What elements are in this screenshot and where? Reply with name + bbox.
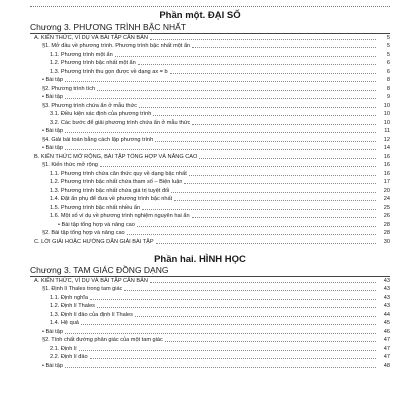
toc-entry[interactable] bbox=[30, 220, 390, 229]
toc-entry[interactable] bbox=[30, 101, 390, 110]
toc-entry[interactable] bbox=[30, 59, 390, 68]
toc-entry-page: 6 bbox=[386, 68, 390, 75]
dot-leader bbox=[192, 217, 376, 218]
dot-leader bbox=[115, 56, 376, 57]
toc-entry-title: • Bài tập bbox=[42, 328, 63, 335]
dot-leader bbox=[97, 307, 376, 308]
dot-leader bbox=[100, 166, 376, 167]
dot-leader bbox=[156, 243, 376, 244]
toc-entry[interactable] bbox=[30, 127, 390, 136]
toc-entry-title: 1.2. Phương trình bậc nhất một ẩn bbox=[50, 60, 136, 66]
toc-entry-title: 3.1. Điều kiện xác định của phương trình bbox=[50, 111, 152, 117]
toc-entry-title: 1.6. Một số ví dụ về phương trình nghiệm nguyên hai ẩn bbox=[50, 213, 190, 219]
toc-entry-page: 17 bbox=[383, 179, 390, 185]
dot-leader bbox=[170, 73, 376, 74]
toc-entry[interactable] bbox=[30, 336, 390, 345]
toc-entry-page: 24 bbox=[383, 196, 390, 202]
dot-leader bbox=[199, 158, 376, 159]
toc-entry-page: 5 bbox=[386, 51, 390, 58]
toc-entry-title: 1.4. Hệ quả bbox=[50, 320, 79, 326]
toc-entry[interactable] bbox=[30, 237, 390, 246]
dot-leader bbox=[90, 299, 376, 300]
dot-leader bbox=[137, 226, 376, 227]
toc-entry-page: 28 bbox=[383, 230, 390, 236]
toc-entry-page: 11 bbox=[384, 128, 390, 134]
dot-leader bbox=[192, 124, 376, 125]
toc-entry-page: 10 bbox=[383, 102, 390, 109]
dot-leader bbox=[65, 81, 376, 82]
toc-entry-title: A. KIẾN THỨC, VÍ DỤ VÀ BÀI TẬP CĂN BẢN bbox=[34, 34, 148, 41]
toc-entry-page: 6 bbox=[386, 60, 390, 66]
toc-entry-title: 2.1. Định lí bbox=[50, 345, 77, 352]
dot-leader bbox=[65, 98, 376, 99]
toc-entry-title: • Bài tập bbox=[42, 362, 63, 369]
toc-entry-title: §2. Bài tập tổng hợp và nâng cao bbox=[42, 230, 125, 236]
geometry-entries-list bbox=[30, 276, 390, 370]
toc-entry-title: §2. Phương trình tích bbox=[42, 85, 96, 92]
dot-leader bbox=[184, 183, 376, 184]
toc-entry[interactable] bbox=[30, 361, 390, 370]
dot-leader bbox=[138, 64, 376, 65]
dot-leader bbox=[65, 132, 376, 133]
toc-entry[interactable] bbox=[30, 319, 390, 328]
dot-leader bbox=[171, 192, 376, 193]
chapter-3-algebra-heading: Chương 3. PHƯƠNG TRÌNH BẬC NHẤT bbox=[30, 22, 390, 34]
toc-entry-page: 48 bbox=[383, 362, 390, 369]
dot-leader bbox=[155, 141, 376, 142]
toc-entry-title: §1. Kiến thức mở rộng bbox=[42, 162, 98, 168]
dot-leader bbox=[165, 341, 376, 342]
dot-leader bbox=[174, 200, 376, 201]
toc-entry-title: §3. Phương trình chứa ẩn ở mẫu thức bbox=[42, 102, 138, 109]
toc-entry-title: 3.2. Các bước để giải phương trình chứa ẩn ở mẫu thức bbox=[50, 119, 191, 126]
toc-entry[interactable] bbox=[30, 195, 390, 204]
toc-entry-title: §4. Giải bài toán bằng cách lập phương trình bbox=[42, 136, 154, 143]
dot-leader bbox=[192, 47, 376, 48]
toc-entry-page: 28 bbox=[383, 221, 390, 228]
toc-entry[interactable] bbox=[30, 118, 390, 127]
dot-leader bbox=[81, 324, 376, 325]
toc-entry-page: 8 bbox=[386, 77, 390, 83]
toc-entry-title: 1.3. Phương trình thu gọn được về dạng ax = b bbox=[50, 68, 168, 75]
toc-entry-title: §1. Định lí Thales trong tam giác bbox=[42, 286, 123, 292]
toc-entry[interactable] bbox=[30, 178, 390, 187]
toc-entry-title: • Bài tập tổng hợp và nâng cao bbox=[58, 221, 135, 228]
toc-entry-title: §2. Tính chất đường phân giác của một tam giác bbox=[42, 337, 163, 343]
toc-entry-page: 9 bbox=[386, 94, 390, 100]
dot-leader bbox=[127, 234, 376, 235]
toc-entry[interactable] bbox=[30, 144, 390, 153]
dot-leader bbox=[153, 115, 376, 116]
toc-entry-page: 46 bbox=[383, 328, 390, 335]
toc-entry-page: 43 bbox=[383, 277, 390, 284]
dot-leader bbox=[90, 358, 376, 359]
dot-leader bbox=[65, 333, 376, 334]
toc-entry[interactable] bbox=[30, 293, 390, 302]
toc-entry-title: §1. Mở đầu về phương trình. Phương trình bậc nhất một ẩn bbox=[42, 43, 191, 49]
toc-entry-title: B. KIẾN THỨC MỞ RỘNG, BÀI TẬP TỔNG HỢP VÀ NÂNG CAO bbox=[34, 153, 198, 160]
chapter-3-geometry-heading: Chương 3. TAM GIÁC ĐỒNG DẠNG bbox=[30, 265, 390, 277]
toc-entry-page: 5 bbox=[386, 34, 390, 41]
toc-entry[interactable] bbox=[30, 50, 390, 59]
dot-leader bbox=[124, 290, 376, 291]
toc-entry-title: 1.2. Phương trình bậc nhất chứa tham số – Biện luận bbox=[50, 179, 183, 185]
toc-entry-page: 16 bbox=[383, 162, 390, 168]
dot-leader bbox=[150, 39, 376, 40]
algebra-entries-list bbox=[30, 33, 390, 246]
toc-entry[interactable] bbox=[30, 152, 390, 161]
toc-entry[interactable] bbox=[30, 353, 390, 362]
toc-entry[interactable] bbox=[30, 161, 390, 170]
dot-leader bbox=[65, 367, 376, 368]
toc-entry-page: 20 bbox=[383, 187, 390, 194]
dot-leader bbox=[65, 149, 376, 150]
toc-entry[interactable] bbox=[30, 93, 390, 102]
toc-entry-title: 1.4. Đặt ẩn phụ để đưa về phương trình bậc nhất bbox=[50, 196, 173, 202]
toc-entry-title: 1.5. Phương trình bậc nhất nhiều ẩn bbox=[50, 204, 141, 211]
toc-entry-title: 1.1. Phương trình chứa căn thức quy về dạng bậc nhất bbox=[50, 170, 187, 177]
toc-entry-title: 1.1. Định nghĩa bbox=[50, 294, 88, 301]
toc-entry-title: 1.1. Phương trình một ẩn bbox=[50, 51, 113, 58]
toc-entry[interactable] bbox=[30, 276, 390, 285]
toc-entry-title: C. LỜI GIẢI HOẶC HƯỚNG DẪN GIẢI BÀI TẬP bbox=[34, 238, 154, 245]
toc-entry-page: 25 bbox=[383, 204, 390, 211]
toc-entry-page: 14 bbox=[383, 145, 390, 151]
toc-entry-page: 43 bbox=[383, 294, 390, 301]
dot-leader bbox=[97, 90, 376, 91]
toc-entry-page: 47 bbox=[383, 337, 390, 343]
toc-entry-title: 1.3. Phương trình bậc nhất chứa giá trị tuyệt đối bbox=[50, 187, 170, 194]
toc-entry[interactable] bbox=[30, 169, 390, 178]
toc-entry[interactable] bbox=[30, 135, 390, 144]
toc-entry[interactable] bbox=[30, 302, 390, 311]
dot-leader bbox=[139, 107, 376, 108]
toc-entry-page: 8 bbox=[386, 85, 390, 92]
toc-entry-page: 12 bbox=[383, 136, 390, 143]
toc-entry-title: • Bài tập bbox=[42, 77, 63, 83]
toc-entry[interactable] bbox=[30, 344, 390, 353]
toc-entry[interactable] bbox=[30, 327, 390, 336]
dot-leader bbox=[79, 350, 376, 351]
toc-entry-title: A. KIẾN THỨC, VÍ DỤ VÀ BÀI TẬP CĂN BẢN bbox=[34, 277, 148, 284]
toc-entry-page: 47 bbox=[383, 354, 390, 360]
toc-entry-page: 16 bbox=[383, 170, 390, 177]
toc-entry[interactable] bbox=[30, 186, 390, 195]
toc-entry[interactable] bbox=[30, 212, 390, 221]
toc-entry-title: 1.2. Định lí Thales bbox=[50, 303, 95, 309]
part-two-title: Phần hai. HÌNH HỌC bbox=[154, 254, 246, 265]
toc-entry-page: 30 bbox=[383, 238, 390, 245]
toc-entry[interactable] bbox=[30, 84, 390, 93]
dot-leader bbox=[150, 282, 376, 283]
dot-leader bbox=[189, 175, 376, 176]
toc-entry-page: 43 bbox=[383, 286, 390, 292]
toc-entry-page: 16 bbox=[383, 153, 390, 160]
toc-entry[interactable] bbox=[30, 203, 390, 212]
toc-entry[interactable] bbox=[30, 285, 390, 294]
toc-entry[interactable] bbox=[30, 42, 390, 51]
toc-entry[interactable] bbox=[30, 229, 390, 238]
toc-entry-page: 10 bbox=[383, 111, 390, 117]
part-one-title: Phần một. ĐẠI SỐ bbox=[159, 10, 241, 21]
toc-entry-page: 5 bbox=[386, 43, 390, 49]
toc-entry-title: • Bài tập bbox=[42, 94, 63, 100]
toc-entry-page: 45 bbox=[383, 320, 390, 326]
toc-entry-title: • Bài tập bbox=[42, 145, 63, 151]
toc-entry[interactable] bbox=[30, 67, 390, 76]
toc-entry[interactable] bbox=[30, 33, 390, 42]
dot-leader bbox=[142, 209, 376, 210]
toc-entry-page: 26 bbox=[383, 213, 390, 219]
toc-entry-title: 1.3. Định lí đảo của định lí Thales bbox=[50, 311, 133, 318]
toc-entry-page: 47 bbox=[383, 345, 390, 352]
dot-leader bbox=[135, 316, 376, 317]
toc-entry-page: 44 bbox=[383, 311, 390, 318]
toc-entry[interactable] bbox=[30, 110, 390, 119]
toc-entry-title: 2.2. Định lí đảo bbox=[50, 354, 88, 360]
toc-entry-page: 43 bbox=[383, 303, 390, 309]
toc-entry[interactable] bbox=[30, 76, 390, 85]
toc-entry-page: 10 bbox=[383, 119, 390, 126]
toc-entry[interactable] bbox=[30, 310, 390, 319]
toc-entry-title: • Bài tập bbox=[42, 128, 63, 134]
previous-entry-stub bbox=[30, 0, 390, 7]
